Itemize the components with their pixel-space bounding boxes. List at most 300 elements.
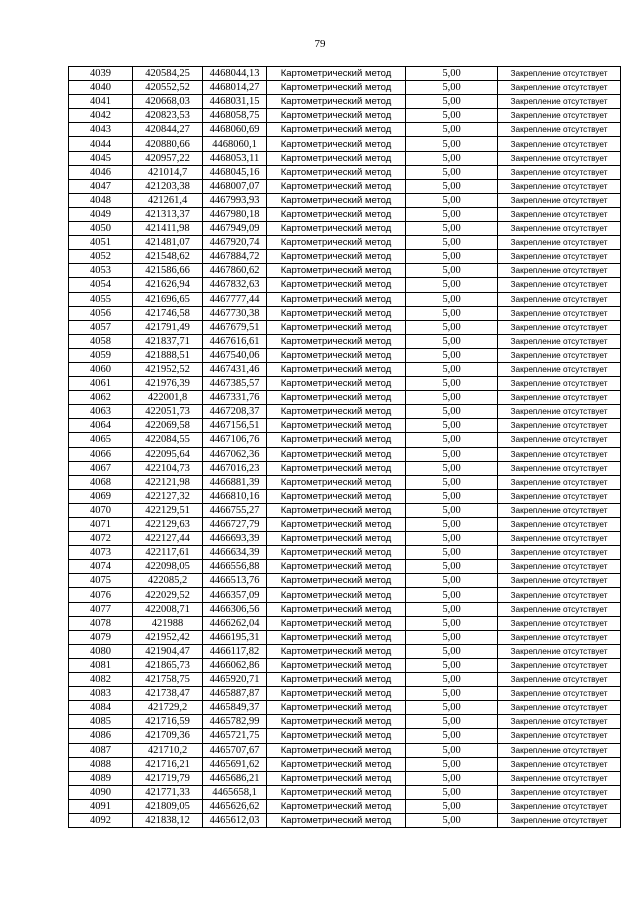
method-cell: Картометрический метод — [267, 123, 406, 137]
y-coordinate-cell: 4467385,57 — [203, 377, 267, 391]
x-coordinate-cell: 422085,2 — [133, 574, 203, 588]
table-row — [69, 574, 621, 588]
method-cell: Картометрический метод — [267, 391, 406, 405]
fixation-cell: Закрепление отсутствует — [498, 264, 621, 278]
fixation-cell: Закрепление отсутствует — [498, 179, 621, 193]
x-coordinate-cell: 421716,59 — [133, 715, 203, 729]
fixation-cell: Закрепление отсутствует — [498, 123, 621, 137]
page-number: 79 — [314, 38, 326, 50]
fixation-cell: Закрепление отсутствует — [498, 405, 621, 419]
fixation-cell: Закрепление отсутствует — [498, 151, 621, 165]
fixation-cell: Закрепление отсутствует — [498, 785, 621, 799]
table-row — [69, 207, 621, 221]
fixation-cell: Закрепление отсутствует — [498, 602, 621, 616]
x-coordinate-cell: 421865,73 — [133, 658, 203, 672]
point-number-cell: 4061 — [69, 377, 133, 391]
accuracy-cell: 5,00 — [406, 771, 498, 785]
y-coordinate-cell: 4465612,03 — [203, 813, 267, 827]
fixation-cell: Закрепление отсутствует — [498, 715, 621, 729]
point-number-cell: 4041 — [69, 95, 133, 109]
accuracy-cell: 5,00 — [406, 757, 498, 771]
table-row — [69, 785, 621, 799]
point-number-cell: 4070 — [69, 503, 133, 517]
method-cell: Картометрический метод — [267, 67, 406, 81]
point-number-cell: 4044 — [69, 137, 133, 151]
accuracy-cell: 5,00 — [406, 489, 498, 503]
x-coordinate-cell: 421709,36 — [133, 729, 203, 743]
accuracy-cell: 5,00 — [406, 518, 498, 532]
y-coordinate-cell: 4467730,38 — [203, 306, 267, 320]
y-coordinate-cell: 4467980,18 — [203, 207, 267, 221]
method-cell: Картометрический метод — [267, 95, 406, 109]
fixation-cell: Закрепление отсутствует — [498, 771, 621, 785]
y-coordinate-cell: 4468007,07 — [203, 179, 267, 193]
accuracy-cell: 5,00 — [406, 616, 498, 630]
fixation-cell: Закрепление отсутствует — [498, 236, 621, 250]
x-coordinate-cell: 420584,25 — [133, 67, 203, 81]
y-coordinate-cell: 4465920,71 — [203, 673, 267, 687]
accuracy-cell: 5,00 — [406, 405, 498, 419]
accuracy-cell: 5,00 — [406, 574, 498, 588]
point-number-cell: 4078 — [69, 616, 133, 630]
x-coordinate-cell: 422084,55 — [133, 433, 203, 447]
fixation-cell: Закрепление отсутствует — [498, 362, 621, 376]
point-number-cell: 4067 — [69, 461, 133, 475]
x-coordinate-cell: 421626,94 — [133, 278, 203, 292]
y-coordinate-cell: 4466195,31 — [203, 630, 267, 644]
accuracy-cell: 5,00 — [406, 391, 498, 405]
y-coordinate-cell: 4468053,11 — [203, 151, 267, 165]
y-coordinate-cell: 4467777,44 — [203, 292, 267, 306]
x-coordinate-cell: 422069,58 — [133, 419, 203, 433]
fixation-cell: Закрепление отсутствует — [498, 813, 621, 827]
accuracy-cell: 5,00 — [406, 67, 498, 81]
accuracy-cell: 5,00 — [406, 602, 498, 616]
fixation-cell: Закрепление отсутствует — [498, 560, 621, 574]
table-row — [69, 81, 621, 95]
x-coordinate-cell: 421988 — [133, 616, 203, 630]
point-number-cell: 4072 — [69, 532, 133, 546]
point-number-cell: 4091 — [69, 799, 133, 813]
y-coordinate-cell: 4466513,76 — [203, 574, 267, 588]
y-coordinate-cell: 4466117,82 — [203, 644, 267, 658]
accuracy-cell: 5,00 — [406, 532, 498, 546]
x-coordinate-cell: 421313,37 — [133, 207, 203, 221]
accuracy-cell: 5,00 — [406, 306, 498, 320]
point-number-cell: 4064 — [69, 419, 133, 433]
y-coordinate-cell: 4466262,04 — [203, 616, 267, 630]
table-row — [69, 616, 621, 630]
x-coordinate-cell: 421791,49 — [133, 320, 203, 334]
accuracy-cell: 5,00 — [406, 644, 498, 658]
table-row — [69, 377, 621, 391]
point-number-cell: 4050 — [69, 222, 133, 236]
method-cell: Картометрический метод — [267, 757, 406, 771]
accuracy-cell: 5,00 — [406, 433, 498, 447]
method-cell: Картометрический метод — [267, 503, 406, 517]
table-row — [69, 475, 621, 489]
x-coordinate-cell: 421710,2 — [133, 743, 203, 757]
table-row — [69, 532, 621, 546]
accuracy-cell: 5,00 — [406, 701, 498, 715]
fixation-cell: Закрепление отсутствует — [498, 109, 621, 123]
x-coordinate-cell: 420823,53 — [133, 109, 203, 123]
x-coordinate-cell: 422129,63 — [133, 518, 203, 532]
fixation-cell: Закрепление отсутствует — [498, 757, 621, 771]
fixation-cell: Закрепление отсутствует — [498, 616, 621, 630]
point-number-cell: 4053 — [69, 264, 133, 278]
accuracy-cell: 5,00 — [406, 461, 498, 475]
method-cell: Картометрический метод — [267, 377, 406, 391]
fixation-cell: Закрепление отсутствует — [498, 137, 621, 151]
y-coordinate-cell: 4466556,88 — [203, 560, 267, 574]
table-row — [69, 489, 621, 503]
x-coordinate-cell: 421838,12 — [133, 813, 203, 827]
table-row — [69, 687, 621, 701]
point-number-cell: 4068 — [69, 475, 133, 489]
table-row — [69, 673, 621, 687]
point-number-cell: 4039 — [69, 67, 133, 81]
table-row — [69, 306, 621, 320]
y-coordinate-cell: 4467993,93 — [203, 193, 267, 207]
y-coordinate-cell: 4466306,56 — [203, 602, 267, 616]
accuracy-cell: 5,00 — [406, 81, 498, 95]
fixation-cell: Закрепление отсутствует — [498, 799, 621, 813]
y-coordinate-cell: 4467431,46 — [203, 362, 267, 376]
method-cell: Картометрический метод — [267, 306, 406, 320]
point-number-cell: 4040 — [69, 81, 133, 95]
method-cell: Картометрический метод — [267, 207, 406, 221]
method-cell: Картометрический метод — [267, 588, 406, 602]
x-coordinate-cell: 421738,47 — [133, 687, 203, 701]
table-row — [69, 222, 621, 236]
table-row — [69, 67, 621, 81]
y-coordinate-cell: 4468045,16 — [203, 165, 267, 179]
y-coordinate-cell: 4466727,79 — [203, 518, 267, 532]
x-coordinate-cell: 422121,98 — [133, 475, 203, 489]
method-cell: Картометрический метод — [267, 348, 406, 362]
fixation-cell: Закрепление отсутствует — [498, 518, 621, 532]
point-number-cell: 4080 — [69, 644, 133, 658]
point-number-cell: 4082 — [69, 673, 133, 687]
y-coordinate-cell: 4467884,72 — [203, 250, 267, 264]
point-number-cell: 4074 — [69, 560, 133, 574]
accuracy-cell: 5,00 — [406, 236, 498, 250]
accuracy-cell: 5,00 — [406, 362, 498, 376]
method-cell: Картометрический метод — [267, 81, 406, 95]
table-row — [69, 743, 621, 757]
x-coordinate-cell: 421261,4 — [133, 193, 203, 207]
fixation-cell: Закрепление отсутствует — [498, 193, 621, 207]
point-number-cell: 4081 — [69, 658, 133, 672]
y-coordinate-cell: 4467920,74 — [203, 236, 267, 250]
fixation-cell: Закрепление отсутствует — [498, 658, 621, 672]
y-coordinate-cell: 4467616,61 — [203, 334, 267, 348]
x-coordinate-cell: 421586,66 — [133, 264, 203, 278]
x-coordinate-cell: 421837,71 — [133, 334, 203, 348]
fixation-cell: Закрепление отсутствует — [498, 207, 621, 221]
accuracy-cell: 5,00 — [406, 743, 498, 757]
fixation-cell: Закрепление отсутствует — [498, 630, 621, 644]
fixation-cell: Закрепление отсутствует — [498, 292, 621, 306]
y-coordinate-cell: 4466062,86 — [203, 658, 267, 672]
y-coordinate-cell: 4467062,36 — [203, 447, 267, 461]
y-coordinate-cell: 4468044,13 — [203, 67, 267, 81]
x-coordinate-cell: 421746,58 — [133, 306, 203, 320]
table-row — [69, 630, 621, 644]
point-number-cell: 4069 — [69, 489, 133, 503]
y-coordinate-cell: 4467949,09 — [203, 222, 267, 236]
fixation-cell: Закрепление отсутствует — [498, 95, 621, 109]
fixation-cell: Закрепление отсутствует — [498, 320, 621, 334]
point-number-cell: 4055 — [69, 292, 133, 306]
x-coordinate-cell: 422029,52 — [133, 588, 203, 602]
table-row — [69, 560, 621, 574]
point-number-cell: 4051 — [69, 236, 133, 250]
point-number-cell: 4092 — [69, 813, 133, 827]
method-cell: Картометрический метод — [267, 602, 406, 616]
method-cell: Картометрический метод — [267, 813, 406, 827]
method-cell: Картометрический метод — [267, 320, 406, 334]
point-number-cell: 4054 — [69, 278, 133, 292]
point-number-cell: 4077 — [69, 602, 133, 616]
method-cell: Картометрический метод — [267, 574, 406, 588]
fixation-cell: Закрепление отсутствует — [498, 461, 621, 475]
table-row — [69, 503, 621, 517]
y-coordinate-cell: 4465658,1 — [203, 785, 267, 799]
fixation-cell: Закрепление отсутствует — [498, 447, 621, 461]
method-cell: Картометрический метод — [267, 785, 406, 799]
y-coordinate-cell: 4466881,39 — [203, 475, 267, 489]
table-row — [69, 334, 621, 348]
accuracy-cell: 5,00 — [406, 377, 498, 391]
fixation-cell: Закрепление отсутствует — [498, 165, 621, 179]
y-coordinate-cell: 4465721,75 — [203, 729, 267, 743]
point-number-cell: 4090 — [69, 785, 133, 799]
table-row — [69, 236, 621, 250]
method-cell: Картометрический метод — [267, 109, 406, 123]
method-cell: Картометрический метод — [267, 165, 406, 179]
method-cell: Картометрический метод — [267, 461, 406, 475]
method-cell: Картометрический метод — [267, 151, 406, 165]
method-cell: Картометрический метод — [267, 630, 406, 644]
x-coordinate-cell: 421481,07 — [133, 236, 203, 250]
point-number-cell: 4075 — [69, 574, 133, 588]
point-number-cell: 4046 — [69, 165, 133, 179]
accuracy-cell: 5,00 — [406, 546, 498, 560]
accuracy-cell: 5,00 — [406, 658, 498, 672]
table-row — [69, 461, 621, 475]
fixation-cell: Закрепление отсутствует — [498, 729, 621, 743]
point-number-cell: 4079 — [69, 630, 133, 644]
fixation-cell: Закрепление отсутствует — [498, 278, 621, 292]
x-coordinate-cell: 422127,32 — [133, 489, 203, 503]
accuracy-cell: 5,00 — [406, 630, 498, 644]
accuracy-cell: 5,00 — [406, 687, 498, 701]
x-coordinate-cell: 421696,65 — [133, 292, 203, 306]
table-row — [69, 757, 621, 771]
method-cell: Картометрический метод — [267, 179, 406, 193]
table-row — [69, 813, 621, 827]
x-coordinate-cell: 421976,39 — [133, 377, 203, 391]
x-coordinate-cell: 421904,47 — [133, 644, 203, 658]
table-row — [69, 771, 621, 785]
point-number-cell: 4065 — [69, 433, 133, 447]
accuracy-cell: 5,00 — [406, 560, 498, 574]
point-number-cell: 4042 — [69, 109, 133, 123]
table-row — [69, 715, 621, 729]
accuracy-cell: 5,00 — [406, 207, 498, 221]
accuracy-cell: 5,00 — [406, 348, 498, 362]
accuracy-cell: 5,00 — [406, 123, 498, 137]
fixation-cell: Закрепление отсутствует — [498, 546, 621, 560]
accuracy-cell: 5,00 — [406, 151, 498, 165]
point-number-cell: 4088 — [69, 757, 133, 771]
fixation-cell: Закрепление отсутствует — [498, 81, 621, 95]
point-number-cell: 4062 — [69, 391, 133, 405]
y-coordinate-cell: 4467331,76 — [203, 391, 267, 405]
x-coordinate-cell: 421548,62 — [133, 250, 203, 264]
y-coordinate-cell: 4468060,1 — [203, 137, 267, 151]
x-coordinate-cell: 421888,51 — [133, 348, 203, 362]
method-cell: Картометрический метод — [267, 489, 406, 503]
y-coordinate-cell: 4465887,87 — [203, 687, 267, 701]
method-cell: Картометрический метод — [267, 799, 406, 813]
x-coordinate-cell: 421952,52 — [133, 362, 203, 376]
method-cell: Картометрический метод — [267, 644, 406, 658]
table-row — [69, 518, 621, 532]
method-cell: Картометрический метод — [267, 362, 406, 376]
fixation-cell: Закрепление отсутствует — [498, 588, 621, 602]
y-coordinate-cell: 4465782,99 — [203, 715, 267, 729]
accuracy-cell: 5,00 — [406, 250, 498, 264]
fixation-cell: Закрепление отсутствует — [498, 574, 621, 588]
point-number-cell: 4063 — [69, 405, 133, 419]
y-coordinate-cell: 4468058,75 — [203, 109, 267, 123]
point-number-cell: 4058 — [69, 334, 133, 348]
accuracy-cell: 5,00 — [406, 447, 498, 461]
fixation-cell: Закрепление отсутствует — [498, 532, 621, 546]
y-coordinate-cell: 4466810,16 — [203, 489, 267, 503]
x-coordinate-cell: 421203,38 — [133, 179, 203, 193]
accuracy-cell: 5,00 — [406, 109, 498, 123]
x-coordinate-cell: 421729,2 — [133, 701, 203, 715]
point-number-cell: 4045 — [69, 151, 133, 165]
table-row — [69, 348, 621, 362]
y-coordinate-cell: 4466634,39 — [203, 546, 267, 560]
accuracy-cell: 5,00 — [406, 588, 498, 602]
x-coordinate-cell: 420668,03 — [133, 95, 203, 109]
table-row — [69, 588, 621, 602]
table-row — [69, 250, 621, 264]
method-cell: Картометрический метод — [267, 419, 406, 433]
point-number-cell: 4089 — [69, 771, 133, 785]
table-row — [69, 193, 621, 207]
method-cell: Картометрический метод — [267, 250, 406, 264]
method-cell: Картометрический метод — [267, 447, 406, 461]
accuracy-cell: 5,00 — [406, 715, 498, 729]
fixation-cell: Закрепление отсутствует — [498, 306, 621, 320]
method-cell: Картометрический метод — [267, 701, 406, 715]
table-row — [69, 137, 621, 151]
fixation-cell: Закрепление отсутствует — [498, 644, 621, 658]
accuracy-cell: 5,00 — [406, 729, 498, 743]
x-coordinate-cell: 422008,71 — [133, 602, 203, 616]
x-coordinate-cell: 422095,64 — [133, 447, 203, 461]
table-row — [69, 109, 621, 123]
method-cell: Картометрический метод — [267, 475, 406, 489]
method-cell: Картометрический метод — [267, 546, 406, 560]
point-number-cell: 4052 — [69, 250, 133, 264]
fixation-cell: Закрепление отсутствует — [498, 503, 621, 517]
y-coordinate-cell: 4466755,27 — [203, 503, 267, 517]
x-coordinate-cell: 422104,73 — [133, 461, 203, 475]
accuracy-cell: 5,00 — [406, 292, 498, 306]
method-cell: Картометрический метод — [267, 743, 406, 757]
table-row — [69, 447, 621, 461]
method-cell: Картометрический метод — [267, 658, 406, 672]
y-coordinate-cell: 4467860,62 — [203, 264, 267, 278]
table-row — [69, 151, 621, 165]
accuracy-cell: 5,00 — [406, 334, 498, 348]
table-row — [69, 179, 621, 193]
y-coordinate-cell: 4467208,37 — [203, 405, 267, 419]
point-number-cell: 4084 — [69, 701, 133, 715]
method-cell: Картометрический метод — [267, 222, 406, 236]
method-cell: Картометрический метод — [267, 560, 406, 574]
table-row — [69, 292, 621, 306]
point-number-cell: 4076 — [69, 588, 133, 602]
fixation-cell: Закрепление отсутствует — [498, 419, 621, 433]
y-coordinate-cell: 4465849,37 — [203, 701, 267, 715]
method-cell: Картометрический метод — [267, 687, 406, 701]
accuracy-cell: 5,00 — [406, 673, 498, 687]
x-coordinate-cell: 421758,75 — [133, 673, 203, 687]
y-coordinate-cell: 4468014,27 — [203, 81, 267, 95]
point-number-cell: 4087 — [69, 743, 133, 757]
x-coordinate-cell: 422127,44 — [133, 532, 203, 546]
x-coordinate-cell: 420957,22 — [133, 151, 203, 165]
point-number-cell: 4073 — [69, 546, 133, 560]
table-row — [69, 264, 621, 278]
method-cell: Картометрический метод — [267, 236, 406, 250]
x-coordinate-cell: 420552,52 — [133, 81, 203, 95]
accuracy-cell: 5,00 — [406, 193, 498, 207]
y-coordinate-cell: 4468031,15 — [203, 95, 267, 109]
point-number-cell: 4083 — [69, 687, 133, 701]
fixation-cell: Закрепление отсутствует — [498, 673, 621, 687]
fixation-cell: Закрепление отсутствует — [498, 377, 621, 391]
method-cell: Картометрический метод — [267, 193, 406, 207]
table-row — [69, 658, 621, 672]
method-cell: Картометрический метод — [267, 334, 406, 348]
y-coordinate-cell: 4467016,23 — [203, 461, 267, 475]
fixation-cell: Закрепление отсутствует — [498, 743, 621, 757]
y-coordinate-cell: 4467540,06 — [203, 348, 267, 362]
y-coordinate-cell: 4465626,62 — [203, 799, 267, 813]
point-number-cell: 4043 — [69, 123, 133, 137]
accuracy-cell: 5,00 — [406, 264, 498, 278]
accuracy-cell: 5,00 — [406, 799, 498, 813]
x-coordinate-cell: 422051,73 — [133, 405, 203, 419]
table-row — [69, 546, 621, 560]
method-cell: Картометрический метод — [267, 616, 406, 630]
table-row — [69, 799, 621, 813]
table-row — [69, 278, 621, 292]
y-coordinate-cell: 4465707,67 — [203, 743, 267, 757]
fixation-cell: Закрепление отсутствует — [498, 433, 621, 447]
y-coordinate-cell: 4467679,51 — [203, 320, 267, 334]
